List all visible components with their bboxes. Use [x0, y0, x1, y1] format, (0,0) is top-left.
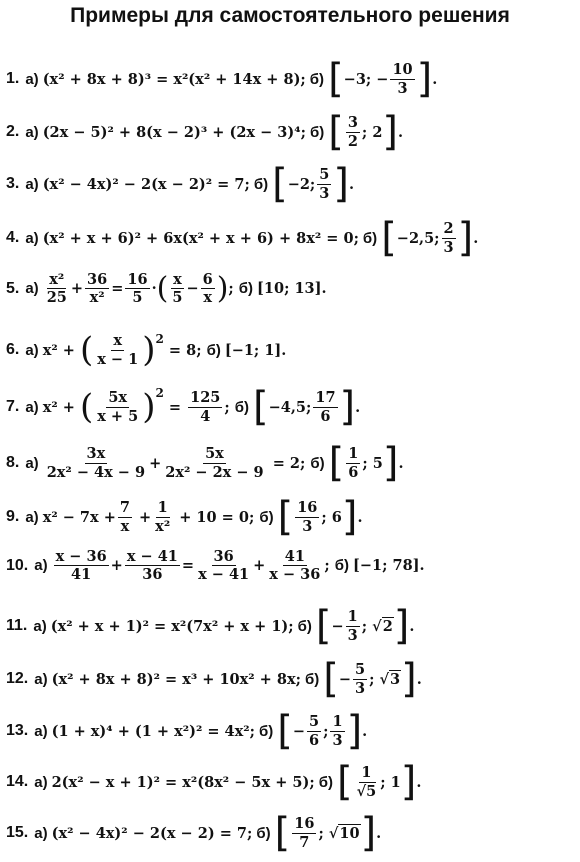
problem-number: 12. — [6, 670, 29, 687]
problem-1 — [6, 56, 576, 102]
answer: [ −3; − $\frac{10}{3}$ ] . — [328, 56, 438, 102]
fraction: $\frac{7}{x}$ — [119, 499, 130, 535]
part-a-label: а) — [34, 670, 48, 688]
problem-number: 8. — [6, 454, 20, 471]
fraction: $\frac{5}{6}$ — [309, 713, 320, 749]
fraction: $\frac{5x}{\text{2x² − 2x − 9}}$ — [165, 445, 264, 481]
part-b-label: б) — [256, 824, 271, 842]
answer: [ $\frac{1}{√5}$ ; 1 ] . — [336, 759, 422, 805]
problem-number: 15. — [6, 824, 29, 841]
radicand: 3 — [390, 671, 401, 688]
part-a-label: а) — [34, 824, 48, 842]
equation: (x² + 8x + 8)³ = x²(x² + 14x + 8); — [42, 70, 306, 88]
problem-10: 10. а) $\frac{x - 36}{41}$ + $\frac{x - 41}{36}$ = $\frac{36}{x - 41}$ + $\frac{41}{x - 36}$ ; б) [−1; 78]. — [6, 548, 425, 584]
part-a-label: а) — [25, 175, 39, 193]
fraction: $\frac{5x}{x + 5}$ — [97, 389, 139, 425]
problem-number: 3. — [6, 175, 20, 192]
part-b-label: б) — [309, 123, 325, 141]
fraction: $\frac{5}{3}$ — [319, 166, 330, 202]
fraction: $\frac{1}{3}$ — [332, 713, 343, 749]
part-a-label: а) — [34, 557, 48, 575]
problem-14 — [6, 759, 576, 805]
fraction: $\frac{5}{3}$ — [355, 661, 366, 697]
problem-13 — [6, 708, 576, 754]
answer: [ −2; $\frac{5}{3}$ ] . — [272, 161, 355, 207]
fraction: $\frac{16}{5}$ — [127, 270, 148, 306]
fraction: $\frac{1}{\text{x²}}$ — [155, 499, 171, 535]
equation: (2x − 5)² + 8(x − 2)³ + (2x − 3)⁴; — [42, 123, 306, 141]
problem-6: 6. а) x² + ( $\frac{x}{x - 1}$ ) $^2$ = 8; б) [−1; 1]. — [6, 330, 287, 370]
fraction: $\frac{16}{3}$ — [297, 499, 318, 535]
problem-number: 14. — [6, 773, 29, 790]
problem-8: 8. а) $\frac{3x}{\text{2x² − 4x − 9}}$ + $\frac{5x}{\text{2x² − 2x − 9}}$ = 2; б) [ $\frac{1}{6}$ ; 5 ] . — [6, 440, 404, 486]
part-a-label: а) — [34, 722, 48, 740]
problem-9: 9. а) x² − 7x + $\frac{7}{x}$ + $\frac{1}{\text{x²}}$ + 10 = 0; б) [ $\frac{16}{3}$ ; 6 ] . — [6, 494, 363, 540]
part-a-label: а) — [25, 341, 39, 359]
fraction: $\frac{2}{3}$ — [443, 220, 454, 256]
problem-number: 6. — [6, 341, 20, 358]
answer: [−1; 1]. — [224, 341, 287, 359]
part-b-label: б) — [253, 175, 269, 193]
problem-number: 13. — [6, 722, 29, 739]
part-a-label: а) — [25, 123, 39, 141]
problem-4 — [6, 215, 576, 261]
fraction: $\frac{x}{5}$ — [172, 270, 183, 306]
part-b-label: б) — [258, 722, 274, 740]
fraction: $\frac{1}{3}$ — [347, 608, 358, 644]
problem-number: 1. — [6, 70, 20, 87]
problem-number: 4. — [6, 229, 20, 246]
fraction: $\frac{16}{7}$ — [294, 815, 315, 851]
radicand: 5 — [366, 782, 377, 800]
fraction: $\frac{3}{2}$ — [347, 114, 358, 150]
part-b-label: б) — [234, 398, 250, 416]
part-a-label: а) — [34, 773, 48, 791]
problem-5: 5. а) $\frac{\text{x²}}{25}$ + $\frac{36}{\text{x²}}$ = $\frac{16}{5}$ · ( $\frac{x}{5}$ − $\frac{6}{x}$ ) ; б) [10; 13]. — [6, 270, 327, 306]
part-a-label: а) — [25, 280, 39, 297]
problem-11 — [6, 603, 576, 649]
equation: (x² − 4x)² − 2(x − 2)² = 7; — [42, 175, 250, 193]
radicand: 10 — [339, 825, 360, 842]
answer: [10; 13]. — [257, 280, 327, 297]
fraction: $\frac{3x}{\text{2x² − 4x − 9}}$ — [46, 445, 146, 481]
fraction: $\frac{10}{3}$ — [392, 61, 413, 97]
part-a-label: а) — [25, 508, 39, 526]
problem-number: 2. — [6, 123, 20, 140]
answer: [ $\frac{3}{2}$ ; 2 ] . — [328, 109, 404, 155]
part-b-label: б) — [334, 557, 349, 575]
problem-number: 5. — [6, 279, 20, 297]
page-title: Примеры для самостоятельного решения — [70, 4, 510, 27]
answer: [ − $\frac{5}{3}$ ; √ 3 ] . — [323, 656, 422, 702]
fraction: $\frac{125}{4}$ — [190, 389, 221, 425]
answer: [−1; 78]. — [353, 557, 425, 575]
answer: [ − $\frac{1}{3}$ ; √ 2 ] . — [315, 603, 415, 649]
fraction: $\frac{x}{x - 1}$ — [97, 332, 139, 368]
part-b-label: б) — [362, 229, 378, 247]
problem-15 — [6, 810, 576, 856]
part-b-label: б) — [310, 454, 325, 472]
answer: [ − $\frac{5}{6}$ ; $\frac{1}{3}$ ] . — [277, 708, 368, 754]
answer: [ −4,5; $\frac{17}{6}$ ] . — [253, 384, 361, 430]
part-b-label: б) — [309, 70, 325, 88]
equation: (x² − 4x)² − 2(x − 2) = 7; — [51, 824, 253, 842]
answer: [ −2,5; $\frac{2}{3}$ ] . — [381, 215, 479, 261]
problem-7: 7. а) x² + ( $\frac{5x}{x + 5}$ ) $^2$ = $\frac{125}{4}$ ; б) [ −4,5; $\frac{17}{6}$ ] . — [6, 384, 361, 430]
fraction: $\frac{6}{x}$ — [202, 270, 213, 306]
part-a-label: а) — [25, 454, 39, 472]
part-b-label: б) — [297, 617, 312, 635]
answer: [ $\frac{16}{3}$ ; 6 ] . — [277, 494, 363, 540]
part-a-label: а) — [33, 617, 47, 635]
problem-number: 11. — [6, 617, 28, 634]
equation: (x² + x + 1)² = x²(7x² + x + 1); — [50, 617, 294, 635]
part-a-label: а) — [25, 229, 39, 247]
problem-number: 10. — [6, 556, 29, 574]
equation: (1 + x)⁴ + (1 + x²)² = 4x²; — [51, 722, 255, 740]
fraction: $\frac{17}{6}$ — [315, 389, 336, 425]
equation: 2(x² − x + 1)² = x²(8x² − 5x + 5); — [51, 773, 315, 791]
problem-2 — [6, 109, 576, 155]
part-a-label: а) — [25, 398, 39, 416]
equation: (x² + 8x + 8)² = x³ + 10x² + 8x; — [51, 670, 301, 688]
part-b-label: б) — [238, 280, 254, 297]
fraction: $\frac{36}{x - 41}$ — [198, 548, 250, 584]
radicand: 2 — [382, 618, 393, 635]
problem-12 — [6, 656, 576, 702]
equation: (x² + x + 6)² + 6x(x² + x + 6) + 8x² = 0; — [42, 229, 359, 247]
fraction: $\frac{1}{6}$ — [348, 445, 359, 481]
part-a-label: а) — [25, 70, 39, 88]
answer: [ $\frac{1}{6}$ ; 5 ] . — [328, 440, 404, 486]
fraction: $\frac{\text{x²}}{25}$ — [46, 270, 67, 306]
problem-number: 7. — [6, 398, 20, 415]
part-b-label: б) — [259, 508, 274, 526]
problem-3 — [6, 161, 576, 207]
fraction: $\frac{41}{x - 36}$ — [269, 548, 321, 584]
part-b-label: б) — [304, 670, 320, 688]
part-b-label: б) — [206, 341, 221, 359]
fraction: $\frac{x - 41}{36}$ — [126, 548, 178, 584]
answer: [ $\frac{16}{7}$ ; √ 10 ] . — [274, 810, 382, 856]
part-b-label: б) — [318, 773, 333, 791]
fraction: $\frac{x - 36}{41}$ — [55, 548, 107, 584]
fraction: $\frac{36}{\text{x²}}$ — [87, 270, 108, 306]
problem-number: 9. — [6, 508, 20, 525]
fraction: $\frac{1}{√5}$ — [356, 764, 377, 800]
